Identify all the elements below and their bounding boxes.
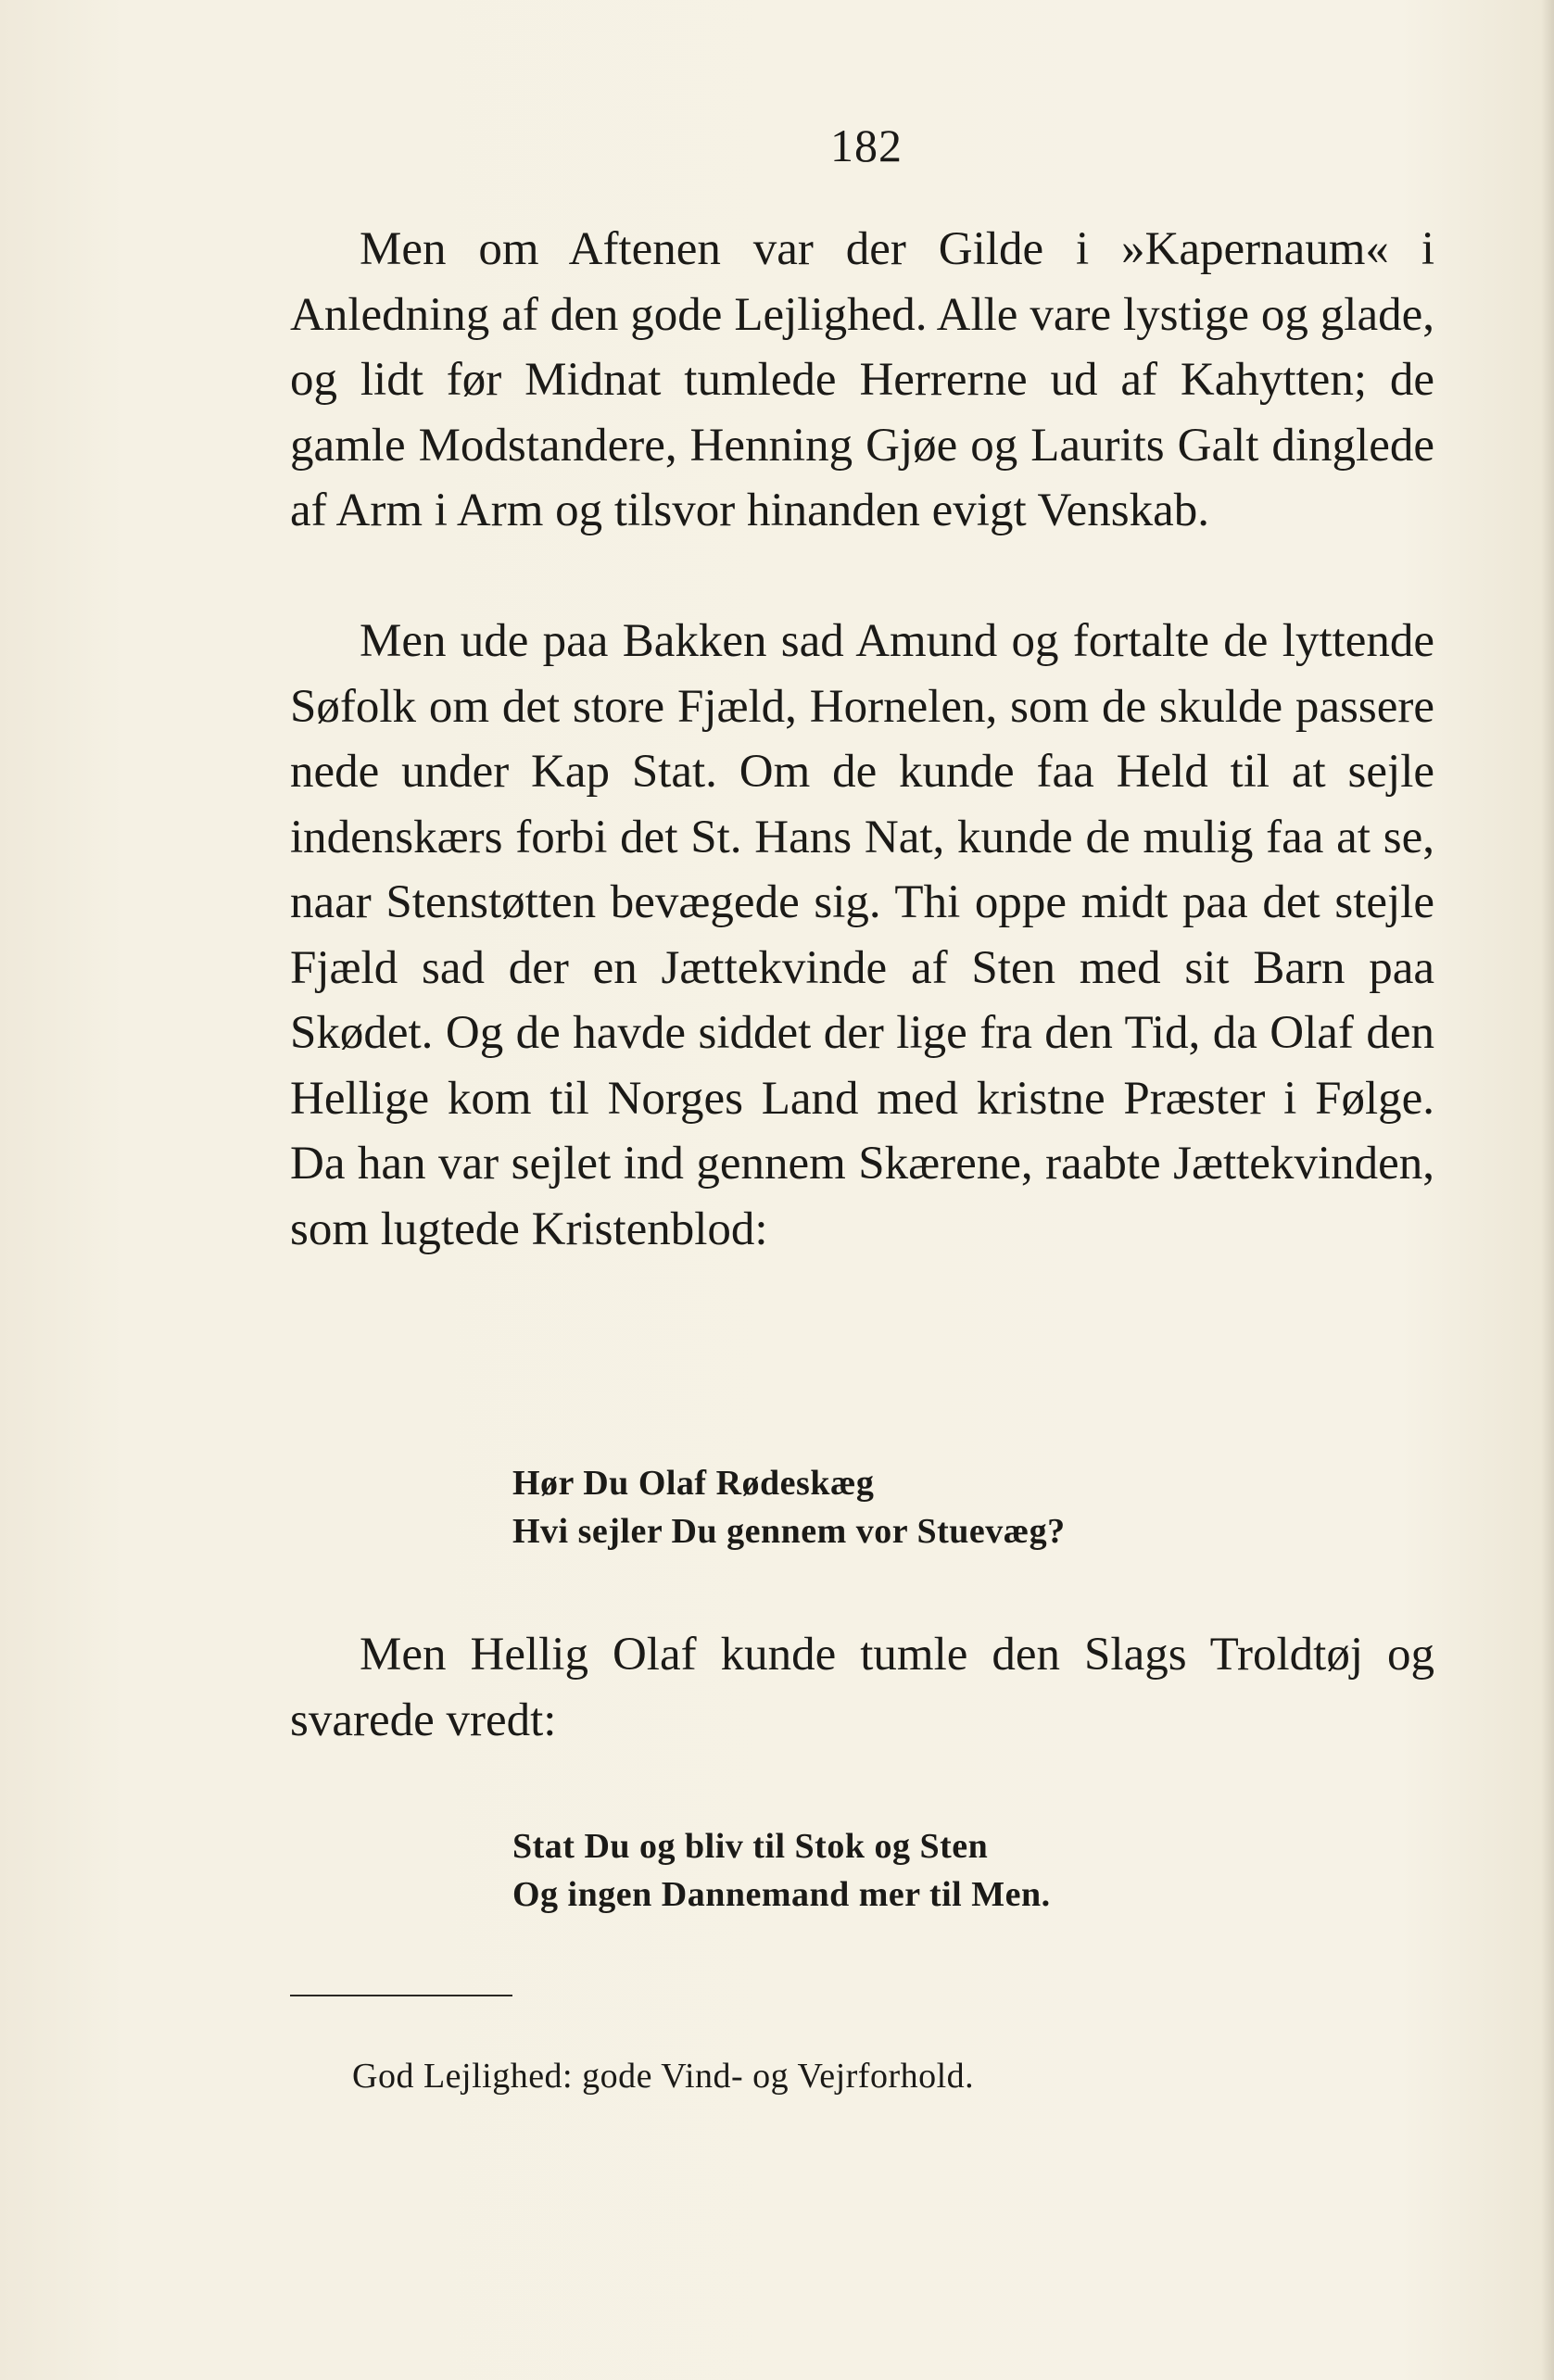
verse-2 — [512, 1822, 1051, 1919]
paragraph-3 — [290, 1622, 1434, 1753]
verse-line: Og ingen Dannemand mer til Men. — [512, 1875, 1051, 1914]
paragraph-text: Men Hellig Olaf kunde tumle den Slags Troldtøj og svarede vredt: — [290, 1629, 1434, 1746]
footnote: God Lejlighed: gode Vind- og Vejrforhold. — [352, 2057, 975, 2096]
paragraph-1 — [290, 217, 1434, 544]
paragraph-2 — [290, 609, 1434, 1262]
page-number: 182 — [830, 120, 903, 171]
page-edge-shadow — [1541, 0, 1554, 2380]
paragraph-text: Men om Aftenen var der Gilde i »Kapernaum« i Anledning af den gode Lejlighed. Alle vare lystige og glade, og lidt før Midnat tumlede Herrerne ud af Kahytten; de gamle Modstandere, Henning Gjøe og Laurits Galt dinglede af Arm i Arm og tilsvor hinanden evigt Venskab. — [290, 223, 1434, 536]
paragraph-text: Men ude paa Bakken sad Amund og fortalte de lyttende Søfolk om det store Fjæld, Hornelen, som de skulde passere nede under Kap Stat. Om de kunde faa Held til at sejle indenskærs forbi det St. Hans Nat, kunde de mulig faa at se, naar Stenstøtten bevægede sig. Thi oppe midt paa det stejle Fjæld sad der en Jættekvinde af Sten med sit Barn paa Skødet. Og de havde siddet der lige fra den Tid, da Olaf den Hellige kom til Norges Land med kristne Præster i Følge. Da han var sejlet ind gennem Skærene, raabte Jættekvinden, som lugtede Kristenblod: — [290, 615, 1434, 1255]
footnote-divider — [290, 1995, 512, 1996]
verse-line: Stat Du og bliv til Stok og Sten — [512, 1827, 989, 1866]
verse-1 — [512, 1459, 1066, 1555]
verse-line: Hvi sejler Du gennem vor Stuevæg? — [512, 1512, 1066, 1551]
verse-line: Hør Du Olaf Rødeskæg — [512, 1464, 875, 1503]
